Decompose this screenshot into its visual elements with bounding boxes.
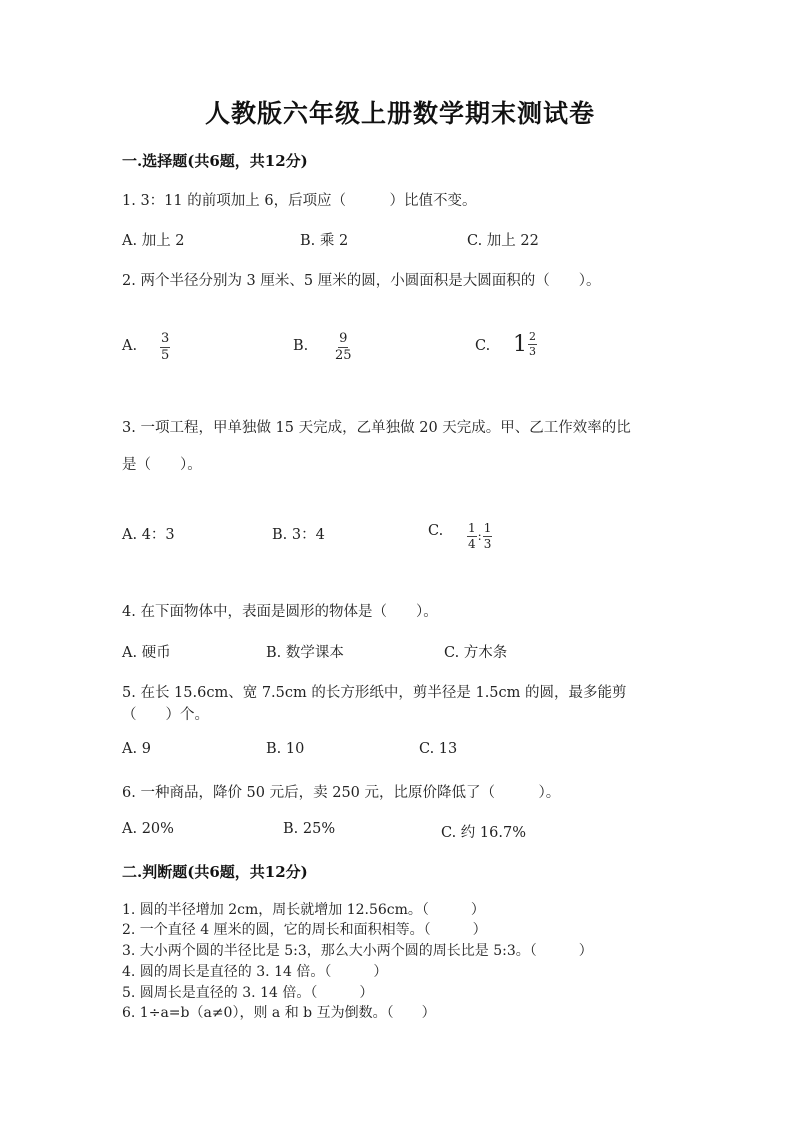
q6-option-b: B. 25% — [283, 821, 336, 837]
judgement-item-2: 2. 一个直径 4 厘米的圆，它的周长和面积相等。（ ） — [122, 922, 487, 938]
q2-option-b-fraction — [335, 332, 352, 362]
q3-option-c-ratio — [467, 517, 492, 550]
fraction-denominator: 3 — [483, 536, 492, 551]
q1-option-a: A. 加上 2 — [122, 233, 185, 249]
q2-option-a-label: A. — [122, 338, 138, 354]
q6-option-a: A. 20% — [122, 821, 174, 837]
fraction-numerator: 1 — [483, 521, 492, 535]
judgement-item-1: 1. 圆的半径增加 2cm，周长就增加 12.56cm。（ ） — [122, 902, 485, 918]
judgement-item-4: 4. 圆的周长是直径的 3. 14 倍。（ ） — [122, 964, 388, 980]
fraction-numerator: 9 — [339, 331, 348, 346]
q3-option-b: B. 3：4 — [272, 527, 325, 543]
question-4: 4. 在下面物体中，表面是圆形的物体是（ ）。 — [122, 604, 438, 620]
q5-option-c: C. 13 — [419, 741, 458, 757]
page-title: 人教版六年级上册数学期末测试卷 — [204, 99, 595, 128]
section-heading-judgement: 二.判断题(共6题，共12分) — [122, 863, 308, 881]
fraction-denominator: 25 — [335, 347, 352, 363]
ratio-separator: : — [477, 529, 482, 544]
q6-option-c: C. 约 16.7% — [441, 825, 526, 841]
q4-option-a: A. 硬币 — [122, 645, 171, 661]
fraction-denominator: 3 — [529, 344, 536, 358]
question-5-line-2: （ ）个。 — [122, 707, 209, 723]
q2-option-c-label: C. — [475, 338, 491, 354]
q3-option-a: A. 4：3 — [122, 527, 175, 543]
q2-option-a-fraction — [160, 332, 170, 362]
fraction-numerator: 2 — [529, 330, 536, 343]
q3-option-c-label: C. — [428, 523, 444, 539]
section-heading-choice: 一.选择题(共6题，共12分) — [122, 152, 308, 170]
fraction-denominator: 4 — [468, 536, 476, 551]
q4-option-b: B. 数学课本 — [266, 645, 344, 661]
q5-option-b: B. 10 — [266, 741, 305, 757]
q2-option-c-mixed-number — [513, 331, 537, 357]
fraction-denominator: 5 — [161, 347, 170, 363]
fraction-numerator: 1 — [468, 521, 476, 535]
q1-option-c: C. 加上 22 — [467, 233, 539, 249]
judgement-item-3: 3. 大小两个圆的半径比是 5:3，那么大小两个圆的周长比是 5:3。（ ） — [122, 943, 593, 959]
q1-option-b: B. 乘 2 — [300, 233, 349, 249]
question-3-line-1: 3. 一项工程，甲单独做 15 天完成，乙单独做 20 天完成。甲、乙工作效率的比 — [122, 420, 631, 436]
q2-option-b-label: B. — [293, 338, 309, 354]
question-2: 2. 两个半径分别为 3 厘米、5 厘米的圆，小圆面积是大圆面积的（ ）。 — [122, 273, 601, 289]
question-1: 1. 3：11 的前项加上 6，后项应（ ）比值不变。 — [122, 193, 477, 209]
q5-option-a: A. 9 — [122, 741, 151, 757]
q4-option-c: C. 方木条 — [444, 645, 508, 661]
judgement-item-5: 5. 圆周长是直径的 3. 14 倍。（ ） — [122, 985, 374, 1001]
question-3-line-2: 是（ ）。 — [122, 457, 202, 473]
question-5-line-1: 5. 在长 15.6cm、宽 7.5cm 的长方形纸中，剪半径是 1.5cm 的圆，最多能剪 — [122, 685, 627, 701]
question-6: 6. 一种商品，降价 50 元后，卖 250 元，比原价降低了（ ）。 — [122, 785, 561, 801]
fraction-numerator: 3 — [161, 331, 170, 346]
judgement-item-6: 6. 1÷a=b（a≠0），则 a 和 b 互为倒数。（ ） — [122, 1005, 436, 1021]
mixed-whole: 1 — [513, 331, 527, 357]
